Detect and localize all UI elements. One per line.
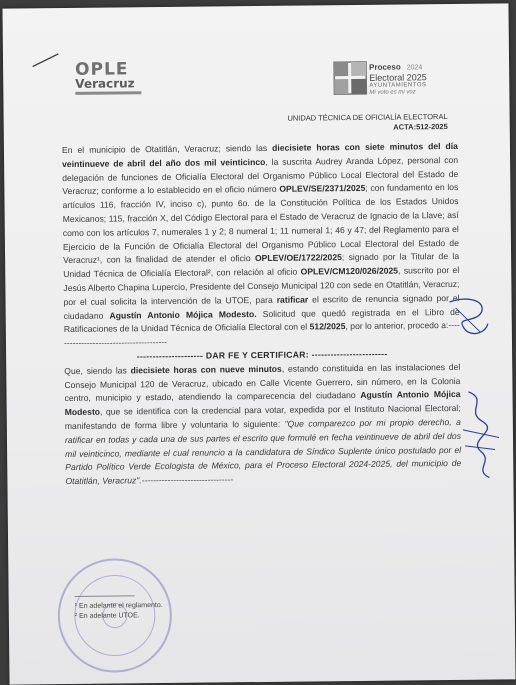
pen-mark [31,52,61,68]
ayuntamientos-label: AYUNTAMIENTOS [369,82,427,89]
signature-mark-2 [458,389,503,479]
unit-heading [287,112,447,134]
signature-mark-1 [445,294,492,344]
footnote-1: ¹ En adelante el reglamento. [74,602,163,610]
slogan: Mi voto es mi voz [369,89,416,96]
document-page [2,3,515,684]
footnote-2: ² En adelante UTOE. [74,612,140,620]
electoral-label: Electoral 2025 [369,72,427,83]
proceso-electoral-icon [333,61,367,95]
footnotes [75,601,163,622]
ople-veracruz-logo [75,61,155,95]
logo-ople-text: OPLE [75,59,129,80]
logo-underline [75,91,141,95]
dar-fe-heading: --------------------- DAR FE Y CERTIFICAR: ------------------------ [136,348,388,362]
paragraph-1: En el municipio de Otatitlán, Veracruz; siendo las diecisiete horas con siete minutos del día veintinueve de abril del año dos mil veinticinco, la suscrita Audrey Aranda López, personal con delegación de funciones de Oficialía Electoral del Organismo Público Local Electoral del Estado de Veracruz; conforme a lo establecido en el oficio número OPLEV/SE/2371/2025; con fundamento en los artículos 116, fracción IV, inciso c), punto 6o. de la Constitución Política de los Estados Unidos Mexicanos; 115, fracción X, del Código Electoral para el Estado de Veracruz de Ignacio de la Llave; así como con los artículos 7, numerales 1 y 2; 8 numeral 1; 11 numeral 1; 46 y 47; del Reglamento para el Ejercicio de la Función de Oficialía Electoral del Organismo Público Local Electoral del Estado de Veracruz¹, con la finalidad de atender el oficio OPLEV/OE/1722/2025; signado por la Titular de la Unidad Técnica de Oficialía Electoral², con relación al oficio OPLEV/CM120/026/2025, suscrito por el Jesús Alberto Chapina Lupercio, Presidente del Consejo Municipal 120 con sede en Otatitlán, Veracruz; por el cual solicita la intervención de la UTOE, para ratificar el escrito de renuncia signado por el ciudadano Agustín Antonio Mójica Modesto. Solicitud que quedó registrada en el Libro de Ratificaciones de la Unidad Técnica de Oficialía Electoral con el 512/2025, por lo anterior, procedo a:---------------------------------------- [61,140,460,349]
proceso-label: Proceso 2024 [369,62,423,72]
acta-number: ACTA:512-2025 [393,122,448,132]
proceso-electoral-logo [369,62,427,97]
logo-veracruz-text: Veracruz [75,76,135,91]
unit-title: UNIDAD TÉCNICA DE OFICIALÍA ELECTORAL [287,112,448,123]
document-body [62,140,462,489]
paragraph-2: Que, siendo las diecisiete horas con nueve minutos, estando constituida en las instalaciones del Consejo Municipal 120 de Veracruz, ubicado en Calle Vicente Guerrero, sin número, en la Colonia centro, municipio y estado, atendiendo la comparecencia del ciudadano Agustín Antonio Mójica Modesto, que se identifica con la credencial para votar, expedida por el Instituto Nacional Electoral; manifestando de forma libre y voluntaria lo siguiente: "Que comparezco por mi propio derecho, a ratificar en todas y cada una de sus partes el escrito que formulé en fecha veintinueve de abril del dos mil veinticinco, mediante el cual renuncio a la candidatura de Síndico Suplente único postulado por el Partido Político Verde Ecologista de México, para el Proceso Electoral 2024-2025, del municipio de Otatitlán, Veracruz".-------------------------------- [64,361,462,487]
